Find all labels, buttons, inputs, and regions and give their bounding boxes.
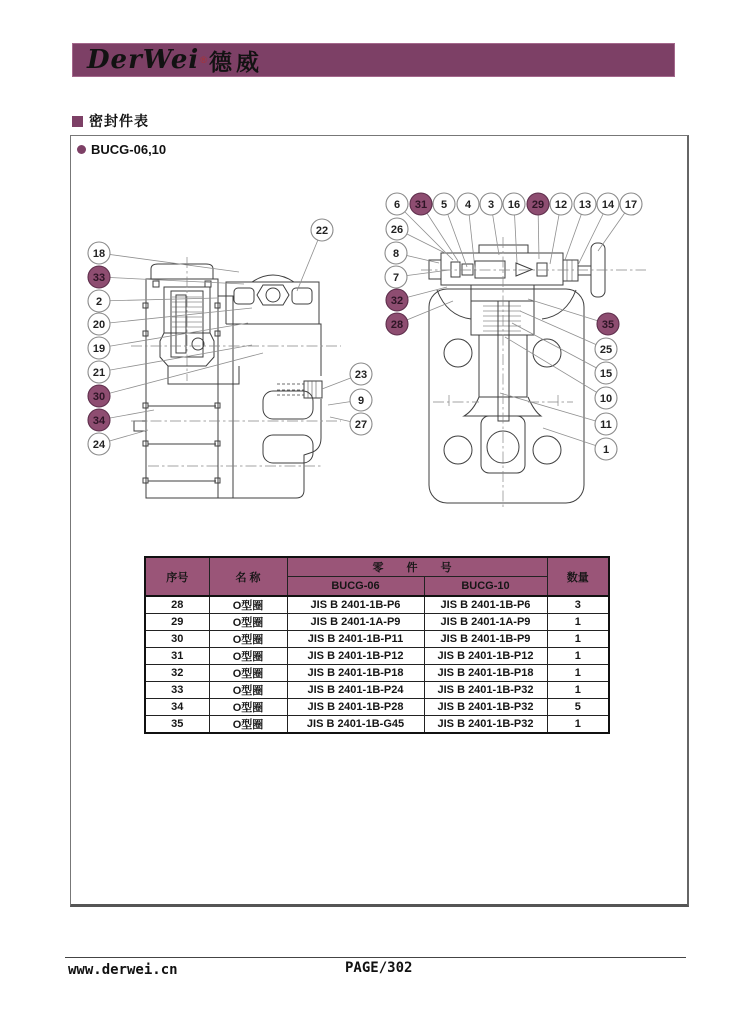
callout-balloon-21 xyxy=(88,361,110,383)
table-cell: 1 xyxy=(547,716,609,734)
svg-text:19: 19 xyxy=(92,343,106,355)
square-bullet-icon xyxy=(72,116,83,127)
brand-logo-text: DerWei xyxy=(87,45,200,75)
callout-balloon-3 xyxy=(480,193,502,215)
brand-logo-chinese: 德威 xyxy=(208,48,263,76)
callout-balloon-17 xyxy=(620,193,642,215)
callout-balloon-11 xyxy=(595,413,617,435)
svg-text:32: 32 xyxy=(390,295,404,307)
callout-balloon-13 xyxy=(574,193,596,215)
callout-balloon-25 xyxy=(595,338,617,360)
callout-balloon-1 xyxy=(595,438,617,460)
content-box xyxy=(70,135,689,907)
table-cell: JIS B 2401-1B-P12 xyxy=(424,648,547,665)
callout-balloon-23 xyxy=(350,363,372,385)
callout-balloon-29 xyxy=(527,193,549,215)
callout-balloon-30 xyxy=(88,385,110,407)
svg-text:23: 23 xyxy=(354,369,368,381)
table-cell: 33 xyxy=(145,682,209,699)
table-cell: 1 xyxy=(547,648,609,665)
table-cell: 1 xyxy=(547,682,609,699)
callout-balloon-4 xyxy=(457,193,479,215)
table-row xyxy=(145,614,609,631)
callout-balloon-34 xyxy=(88,409,110,431)
svg-text:25: 25 xyxy=(599,344,613,356)
svg-text:15: 15 xyxy=(599,368,613,380)
col-header-bucg06: BUCG-06 xyxy=(287,577,424,597)
callout-balloon-27 xyxy=(350,413,372,435)
table-cell: O型圈 xyxy=(209,682,287,699)
svg-text:16: 16 xyxy=(507,199,521,211)
col-header-no: 序号 xyxy=(145,557,209,596)
footer-divider xyxy=(65,957,686,958)
svg-text:7: 7 xyxy=(392,272,400,284)
table-row xyxy=(145,716,609,734)
svg-text:18: 18 xyxy=(92,248,106,260)
callout-balloon-16 xyxy=(503,193,525,215)
valve-diagrams xyxy=(71,136,690,908)
table-cell: JIS B 2401-1B-P24 xyxy=(287,682,424,699)
svg-text:2: 2 xyxy=(95,296,103,308)
svg-text:30: 30 xyxy=(92,391,106,403)
table-cell: 31 xyxy=(145,648,209,665)
svg-text:10: 10 xyxy=(599,393,613,405)
table-cell: JIS B 2401-1B-P9 xyxy=(424,631,547,648)
svg-text:24: 24 xyxy=(92,439,106,451)
callout-balloon-14 xyxy=(597,193,619,215)
table-cell: JIS B 2401-1B-G45 xyxy=(287,716,424,734)
table-cell: JIS B 2401-1B-P12 xyxy=(287,648,424,665)
table-row xyxy=(145,699,609,716)
registered-trademark-icon: ® xyxy=(200,55,207,65)
table-cell: O型圈 xyxy=(209,665,287,682)
callout-balloon-2 xyxy=(88,290,110,312)
table-cell: 3 xyxy=(547,596,609,614)
table-cell: JIS B 2401-1B-P18 xyxy=(287,665,424,682)
svg-text:22: 22 xyxy=(315,225,329,237)
callout-balloon-19 xyxy=(88,337,110,359)
callout-balloon-5 xyxy=(433,193,455,215)
col-header-bucg10: BUCG-10 xyxy=(424,577,547,597)
callout-balloon-10 xyxy=(595,387,617,409)
table-cell: JIS B 2401-1B-P32 xyxy=(424,716,547,734)
table-row xyxy=(145,596,609,614)
svg-text:29: 29 xyxy=(531,199,545,211)
callout-balloon-28 xyxy=(386,313,408,335)
table-cell: O型圈 xyxy=(209,716,287,734)
table-cell: JIS B 2401-1B-P11 xyxy=(287,631,424,648)
table-cell: JIS B 2401-1A-P9 xyxy=(424,614,547,631)
svg-text:28: 28 xyxy=(390,319,404,331)
svg-text:26: 26 xyxy=(390,224,404,236)
callout-balloon-35 xyxy=(597,313,619,335)
table-row xyxy=(145,631,609,648)
svg-text:11: 11 xyxy=(600,419,612,431)
table-cell: JIS B 2401-1B-P32 xyxy=(424,682,547,699)
callout-balloon-20 xyxy=(88,313,110,335)
svg-text:27: 27 xyxy=(354,419,368,431)
table-cell: 28 xyxy=(145,596,209,614)
callout-balloon-33 xyxy=(88,266,110,288)
col-header-name: 名 称 xyxy=(209,557,287,596)
svg-text:13: 13 xyxy=(578,199,592,211)
svg-text:33: 33 xyxy=(92,272,106,284)
table-cell: 29 xyxy=(145,614,209,631)
table-cell: JIS B 2401-1A-P9 xyxy=(287,614,424,631)
svg-text:5: 5 xyxy=(440,199,448,211)
model-subtitle-label: BUCG-06,10 xyxy=(91,142,167,157)
callout-balloon-24 xyxy=(88,433,110,455)
svg-text:1: 1 xyxy=(602,444,610,456)
svg-text:3: 3 xyxy=(487,199,495,211)
table-cell: 32 xyxy=(145,665,209,682)
table-cell: JIS B 2401-1B-P18 xyxy=(424,665,547,682)
svg-text:20: 20 xyxy=(92,319,106,331)
col-header-part: 零 件 号 xyxy=(287,557,547,577)
table-cell: O型圈 xyxy=(209,699,287,716)
callout-balloon-15 xyxy=(595,362,617,384)
svg-text:31: 31 xyxy=(414,199,428,211)
section-heading xyxy=(72,111,149,131)
callout-balloon-7 xyxy=(385,266,407,288)
table-cell: JIS B 2401-1B-P6 xyxy=(424,596,547,614)
svg-text:6: 6 xyxy=(393,199,401,211)
svg-text:21: 21 xyxy=(92,367,106,379)
svg-text:14: 14 xyxy=(601,199,615,211)
callout-balloon-12 xyxy=(550,193,572,215)
table-cell: 1 xyxy=(547,614,609,631)
table-cell: 35 xyxy=(145,716,209,734)
section-title: 密封件表 xyxy=(89,113,149,129)
table-cell: JIS B 2401-1B-P32 xyxy=(424,699,547,716)
table-cell: O型圈 xyxy=(209,631,287,648)
footer-website: www.derwei.cn xyxy=(68,962,178,978)
table-row xyxy=(145,682,609,699)
svg-text:34: 34 xyxy=(92,415,106,427)
seal-parts-table xyxy=(144,556,610,734)
svg-text:35: 35 xyxy=(601,319,615,331)
svg-text:17: 17 xyxy=(624,199,638,211)
seal-parts-table-wrap xyxy=(144,556,610,734)
table-cell: O型圈 xyxy=(209,648,287,665)
table-cell: JIS B 2401-1B-P28 xyxy=(287,699,424,716)
callout-balloon-22 xyxy=(311,219,333,241)
callout-balloon-18 xyxy=(88,242,110,264)
table-cell: 30 xyxy=(145,631,209,648)
callout-balloon-9 xyxy=(350,389,372,411)
table-cell: JIS B 2401-1B-P6 xyxy=(287,596,424,614)
footer-page-number: PAGE/302 xyxy=(345,960,413,976)
callout-balloon-31 xyxy=(410,193,432,215)
callout-balloon-32 xyxy=(386,289,408,311)
table-row xyxy=(145,665,609,682)
header-band xyxy=(72,43,675,77)
table-cell: 5 xyxy=(547,699,609,716)
table-cell: O型圈 xyxy=(209,614,287,631)
svg-text:8: 8 xyxy=(392,248,400,260)
table-cell: 34 xyxy=(145,699,209,716)
table-cell: 1 xyxy=(547,631,609,648)
table-row xyxy=(145,648,609,665)
col-header-qty: 数量 xyxy=(547,557,609,596)
table-cell: O型圈 xyxy=(209,596,287,614)
callout-balloon-26 xyxy=(386,218,408,240)
callout-balloon-6 xyxy=(386,193,408,215)
svg-text:9: 9 xyxy=(357,395,365,407)
right-diagram xyxy=(429,243,605,503)
svg-text:12: 12 xyxy=(554,199,568,211)
svg-text:4: 4 xyxy=(464,199,472,211)
callout-balloon-8 xyxy=(385,242,407,264)
table-cell: 1 xyxy=(547,665,609,682)
